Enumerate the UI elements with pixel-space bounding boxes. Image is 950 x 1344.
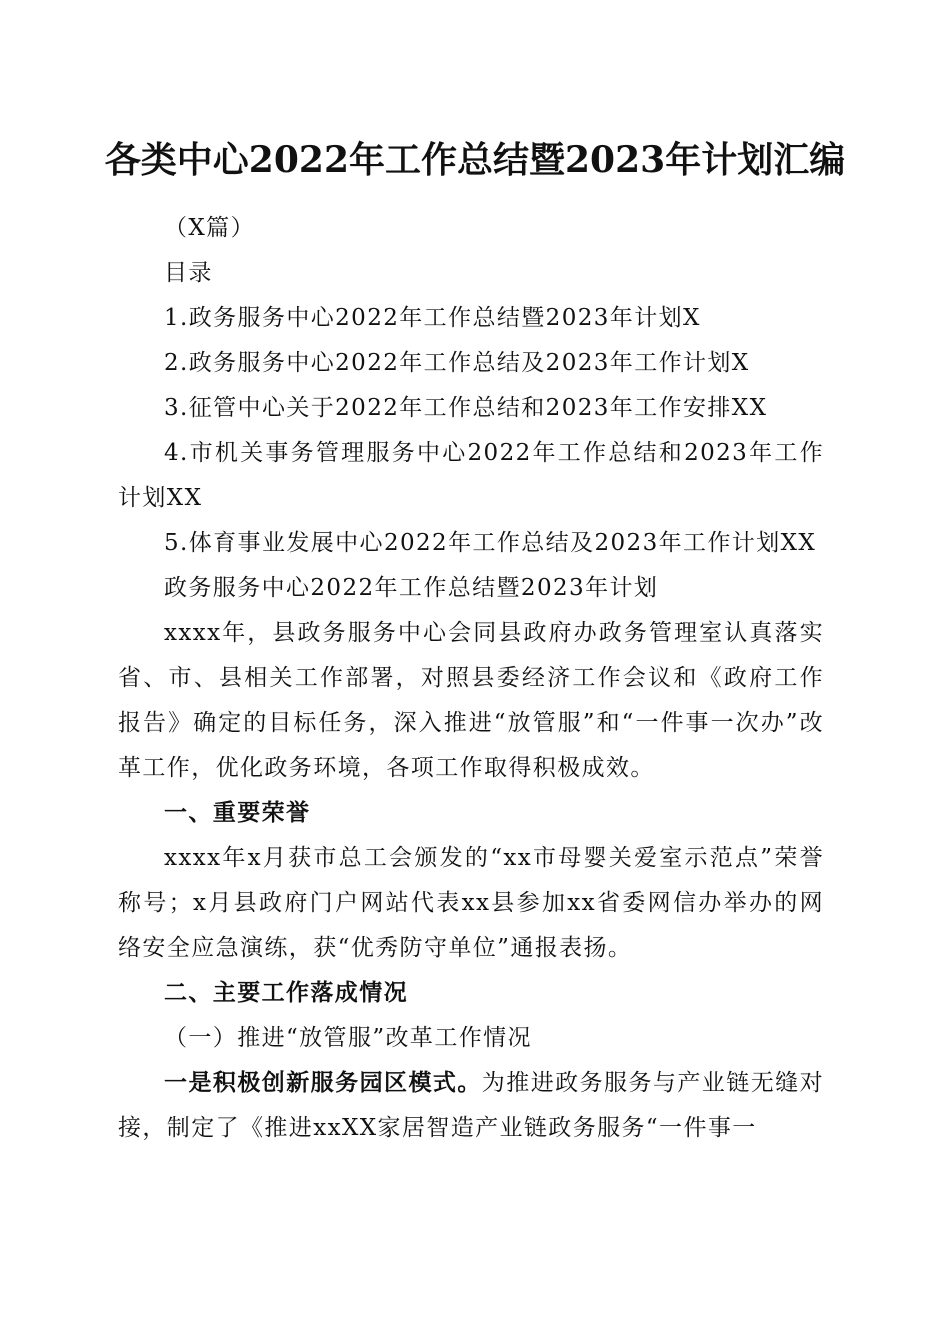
reform-paragraph-text: 为推进政务服务与产业链无缝对接，制定了《推进xxXX家居智造产业链政务服务“一件事一 (118, 1070, 824, 1141)
document-title: 各类中心2022年工作总结暨2023年计划汇编 (104, 139, 846, 181)
document-body (118, 206, 824, 1151)
toc-label: 目录 (164, 260, 213, 286)
reform-paragraph (118, 1061, 824, 1151)
article-title: 政务服务中心2022年工作总结暨2023年计划 (164, 575, 659, 601)
toc-item-1: 1.政务服务中心2022年工作总结暨2023年计划X (164, 305, 701, 331)
toc-item-5: 5.体育事业发展中心2022年工作总结及2023年工作计划XX (164, 530, 817, 556)
section-heading-honors: 一、重要荣誉 (164, 800, 311, 826)
section-heading-main-work: 二、主要工作落成情况 (164, 980, 408, 1006)
toc-item-2: 2.政务服务中心2022年工作总结及2023年工作计划X (164, 350, 750, 376)
count-note: （X篇） (164, 215, 255, 241)
intro-paragraph: xxxx年，县政务服务中心会同县政府办政务管理室认真落实省、市、县相关工作部署，对照县委经济工作会议和《政府工作报告》确定的目标任务，深入推进“放管服”和“一件事一次办”改革工作，优化政务环境，各项工作取得积极成效。 (118, 620, 824, 781)
reform-paragraph-lead: 一是积极创新服务园区模式。 (164, 1070, 482, 1096)
toc-item-4: 4.市机关事务管理服务中心2022年工作总结和2023年工作计划XX (118, 440, 824, 511)
toc-item-3: 3.征管中心关于2022年工作总结和2023年工作安排XX (164, 395, 768, 421)
honors-paragraph: xxxx年x月获市总工会颁发的“xx市母婴关爱室示范点”荣誉称号；x月县政府门户网站代表xx县参加xx省委网信办举办的网络安全应急演练，获“优秀防守单位”通报表扬。 (118, 845, 824, 961)
subsection-heading-reform: （一）推进“放管服”改革工作情况 (164, 1025, 532, 1051)
